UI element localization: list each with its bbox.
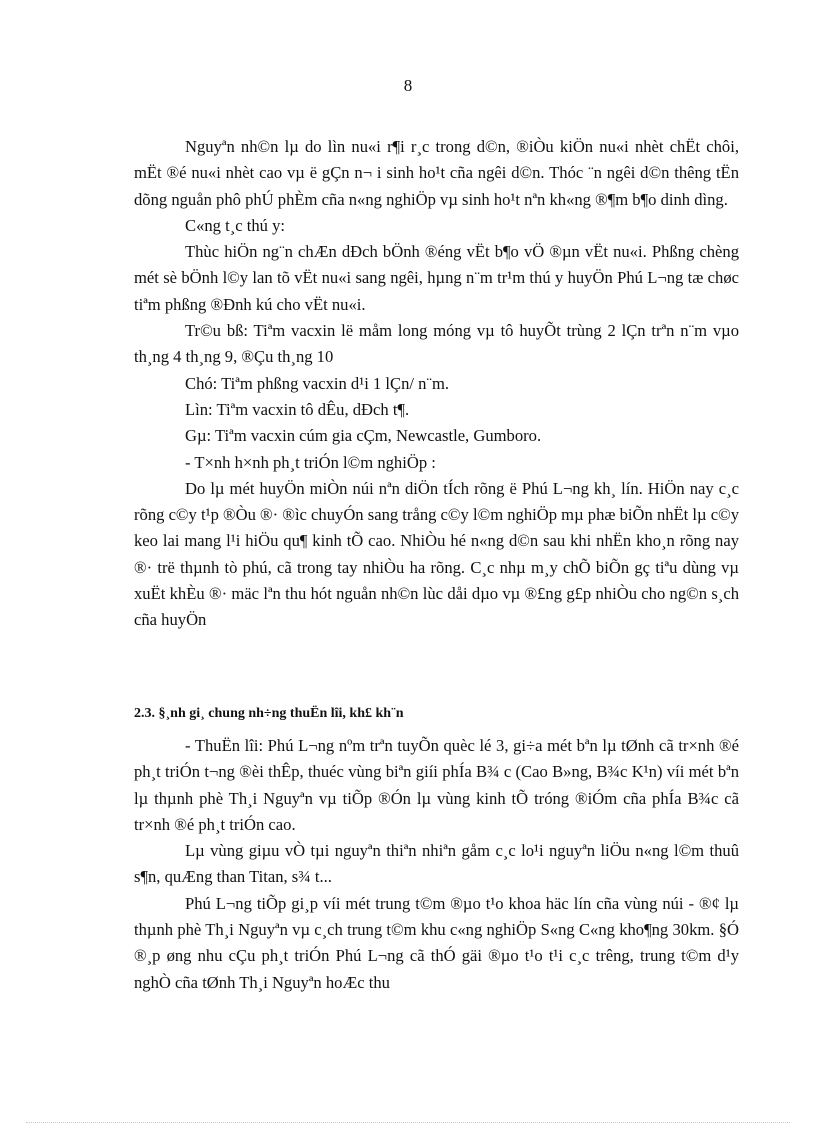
- section-heading: 2.3. §¸nh gi¸ chung nh÷ng thuËn lîi, kh£ kh¨n: [134, 706, 404, 721]
- paragraph: Thùc hiÖn ng¨n chÆn dÐch bÖnh ®éng vËt b¶o vÖ ®µn vËt nu«i. Phßng chèng mét sè bÖnh l©y lan tõ vËt nu«i sang ngêi, hµng n¨m tr¹m thú y huyÖn Phú L¬ng tæ chøc tiªm phßng ®Ðnh kú cho vËt nu«i.: [134, 242, 739, 314]
- paragraph: Do lµ mét huyÖn miÒn núi nªn diÖn tÍch rõng ë Phú L¬ng kh¸ lín. HiÖn nay c¸c rõng c©y t¹p ®Òu ®· ®ìc chuyÓn sang trång c©y l©m nghiÖp mµ phæ biÕn nhËt lµ c©y keo lai mang l¹i hiÖu qu¶ kinh tÕ cao. NhiÒu hé n«ng d©n sau khi nhËn kho¸n rõng nay ®· trë thµnh tò phú, cã trong tay nhiÒu ha rõng. C¸c nhµ m¸y chÕ biÕn gç tiªu dùng vµ xuËt khÈu ®· mäc lªn thu hót nguån nh©n lùc dåi dµo vµ ®£ng g£p nhiÒu cho ng©n s¸ch cña huyÖn: [134, 478, 740, 630]
- body-text-top: [134, 134, 739, 634]
- body-text-bottom: [134, 733, 739, 996]
- paragraph: Lµ vùng giµu vÒ tµi nguyªn thiªn nhiªn gåm c¸c lo¹i nguyªn liÖu n«ng l©m thuû s¶n, quÆng than Titan, s¾ t...: [134, 841, 739, 887]
- paragraph: Nguyªn nh©n lµ do lìn nu«i r¶i r¸c trong d©n, ®iÒu kiÖn nu«i nhèt chËt chôi, mËt ®é nu«i nhèt cao vµ ë gÇn n¬ i sinh ho¹t cña ngêi d©n. Thóc ¨n ngêi d©n thêng tËn dõng nguån phô phÚ phÈm cña n«ng nghiÖp vµ sinh ho¹t nªn kh«ng ®¶m b¶o dinh dìng.: [134, 137, 739, 209]
- paragraph: C«ng t¸c thú y:: [185, 215, 286, 235]
- section-heading-block: [134, 702, 739, 726]
- paragraph: - T×nh h×nh ph¸t triÓn l©m nghiÖp :: [185, 452, 436, 472]
- paragraph: Tr©u bß: Tiªm vacxin lë måm long móng vµ tô huyÕt trùng 2 lÇn trªn n¨m vµo th¸ng 4 th¸ng 9, ®Çu th¸ng 10: [134, 321, 739, 367]
- paragraph: Phú L¬ng tiÕp gi¸p víi mét trung t©m ®µo t¹o khoa häc lín cña vùng núi - ®¢ lµ thµnh phè Th¸i Nguyªn vµ c¸ch trung t©m khu c«ng nghiÖp S«ng C«ng kho¶ng 30km. §Ó ®¸p øng nhu cÇu ph¸t triÓn Phú L¬ng cã thÓ gäi ®µo t¹o t¹i c¸c trêng, trung t©m d¹y nghÒ cña tØnh Th¸i Nguyªn hoÆc thu: [134, 893, 739, 992]
- paragraph: - ThuËn lîi: Phú L¬ng nºm trªn tuyÕn quèc lé 3, gi÷a mét bªn lµ tØnh cã tr×nh ®é ph¸t triÓn t¬ng ®èi thÊp, thuéc vùng biªn giíi phÍa B¾ c (Cao B»ng, B¾c K¹n) víi mét bªn lµ thµnh phè Th¸i Nguyªn vµ tiÕp ®Ón lµ vùng kinh tÕ tróng ®iÓm cña phÍa B¾c cã tr×nh ®é ph¸t triÓn cao.: [134, 736, 739, 834]
- paragraph: Chó: Tiªm phßng vacxin d¹i 1 lÇn/ n¨m.: [185, 373, 450, 393]
- paragraph: Lìn: Tiªm vacxin tô dÊu, dÐch t¶.: [185, 399, 410, 419]
- paragraph: Gµ: Tiªm vacxin cúm gia cÇm, Newcastle, Gumboro.: [185, 426, 542, 446]
- page-number: 8: [403, 76, 413, 95]
